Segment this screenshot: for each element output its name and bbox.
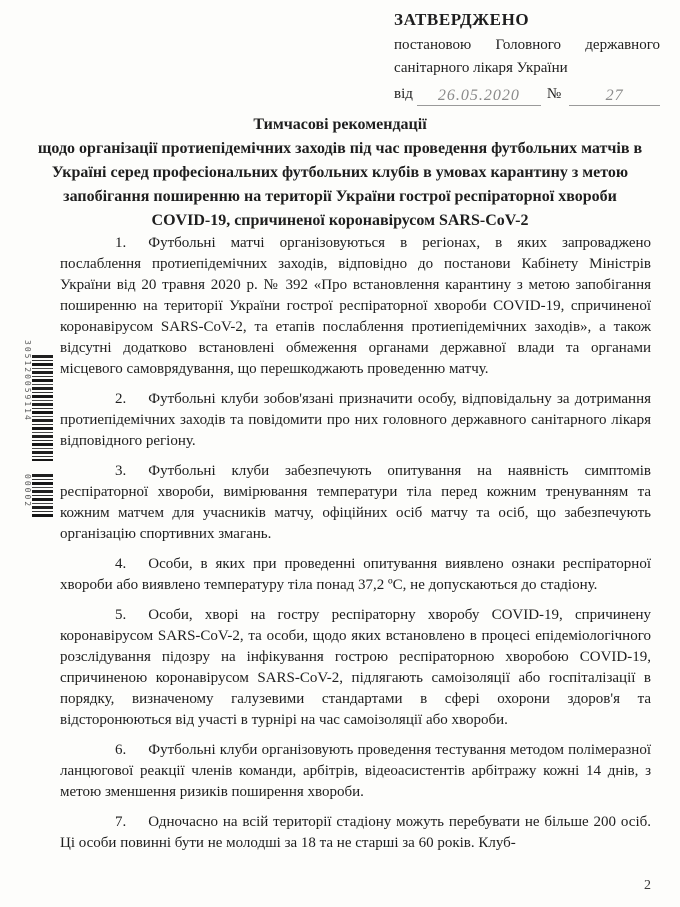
- paragraph-1: [60, 233, 651, 380]
- paragraph-number: 5.: [115, 607, 127, 623]
- date-label: від: [394, 86, 413, 102]
- barcode-upper-digits: 305120059114: [23, 340, 32, 422]
- approval-dateline: [394, 83, 660, 106]
- paragraph-text: Одночасно на всій території стадіону можуть перебувати не більше 200 осіб. Ці особи повинні бути не молодші за 18 та не старші за 60 років. Клуб-: [60, 814, 651, 851]
- approval-authority: постановою Головного державного санітарного лікаря України: [394, 37, 660, 76]
- barcode-lower: [21, 474, 53, 518]
- paragraph-2: [60, 389, 651, 452]
- document-title: [34, 113, 646, 233]
- paragraph-7: [60, 812, 651, 854]
- title-line1: Тимчасові рекомендації: [253, 116, 427, 133]
- paragraph-number: 7.: [115, 814, 127, 830]
- paragraph-number: 1.: [115, 235, 127, 251]
- barcode-lower-bars: [32, 474, 53, 518]
- paragraph-4: [60, 554, 651, 596]
- paragraph-text: Футбольні клуби зобов'язані призначити особу, відповідальну за дотримання протиепідемічних заходів та повідомити про них головного державного санітарного лікаря відповідного регіону.: [60, 391, 651, 449]
- handwritten-number: 27: [569, 86, 660, 106]
- barcode-upper-bars: [32, 355, 53, 461]
- approval-block: [394, 8, 660, 106]
- barcode-lower-digits: 00002: [23, 474, 32, 509]
- approval-title: ЗАТВЕРДЖЕНО: [394, 10, 530, 29]
- paragraph-3: [60, 461, 651, 545]
- barcode-upper: [21, 340, 53, 461]
- paragraph-text: Особи, в яких при проведенні опитування виявлено ознаки респіраторної хвороби або виявлено температуру тіла понад 37,2 ºС, не допускаються до стадіону.: [60, 556, 651, 593]
- paragraph-text: Особи, хворі на гостру респіраторну хворобу COVID-19, спричинену коронавірусом SARS-CoV-2, та особи, щодо яких встановлено в процесі епідеміологічного розслідування підозру на інфікування гострою респіраторною хворобою COVID-19, спричиненою коронавірусом SARS-CoV-2, підлягають самоізоляції або госпіталізації в порядку, визначеному галузевими стандартами в сфері охорони здоров'я та відсторонюються від участі в турнірі на час самоізоляції або хвороби.: [60, 607, 651, 728]
- paragraph-6: [60, 740, 651, 803]
- paragraph-number: 2.: [115, 391, 127, 407]
- title-body: щодо організації протиепідемічних заходів під час проведення футбольних матчів в Україні серед професіональних футбольних клубів в умовах карантину з метою запобігання поширенню на території України гострої респіраторної хвороби COVID-19, спричиненої коронавірусом SARS-CoV-2: [37, 140, 643, 229]
- number-label: №: [546, 86, 562, 102]
- document-body: [60, 233, 651, 863]
- paragraph-number: 3.: [115, 463, 127, 479]
- paragraph-text: Футбольні клуби забезпечують опитування на наявність симптомів респіраторної хвороби, вимірювання температури тіла перед кожним тренуванням та кожним матчем для учасників матчу, офіційних осіб матчу та осіб, що забезпечують організацію спортивних змагань.: [60, 463, 651, 542]
- paragraph-text: Футбольні клуби організовують проведення тестування методом полімеразної ланцюгової реакції членів команди, арбітрів, відеоасистентів арбітражу кожні 14 днів, з метою зменшення ризиків поширення хвороби.: [60, 742, 651, 800]
- paragraph-5: [60, 605, 651, 731]
- page-number: 2: [644, 878, 651, 893]
- paragraph-number: 6.: [115, 742, 127, 758]
- paragraph-text: Футбольні матчі організовуються в регіонах, в яких запроваджено послаблення протиепідемічних заходів, відповідно до постанови Кабінету Міністрів України від 20 травня 2020 р. № 392 «Про встановлення карантину з метою запобігання поширенню на території України гострої респіраторної хвороби COVID-19, спричиненої коронавірусом SARS-CoV-2, та етапів послаблення протиепідемічних заходів», а також відсутні додатково встановлені обмеження органами державної влади та органами місцевого самоврядування, що перешкоджають проведенню матчу.: [60, 235, 651, 377]
- handwritten-date: 26.05.2020: [417, 86, 541, 106]
- barcode: [21, 340, 53, 518]
- paragraph-number: 4.: [115, 556, 127, 572]
